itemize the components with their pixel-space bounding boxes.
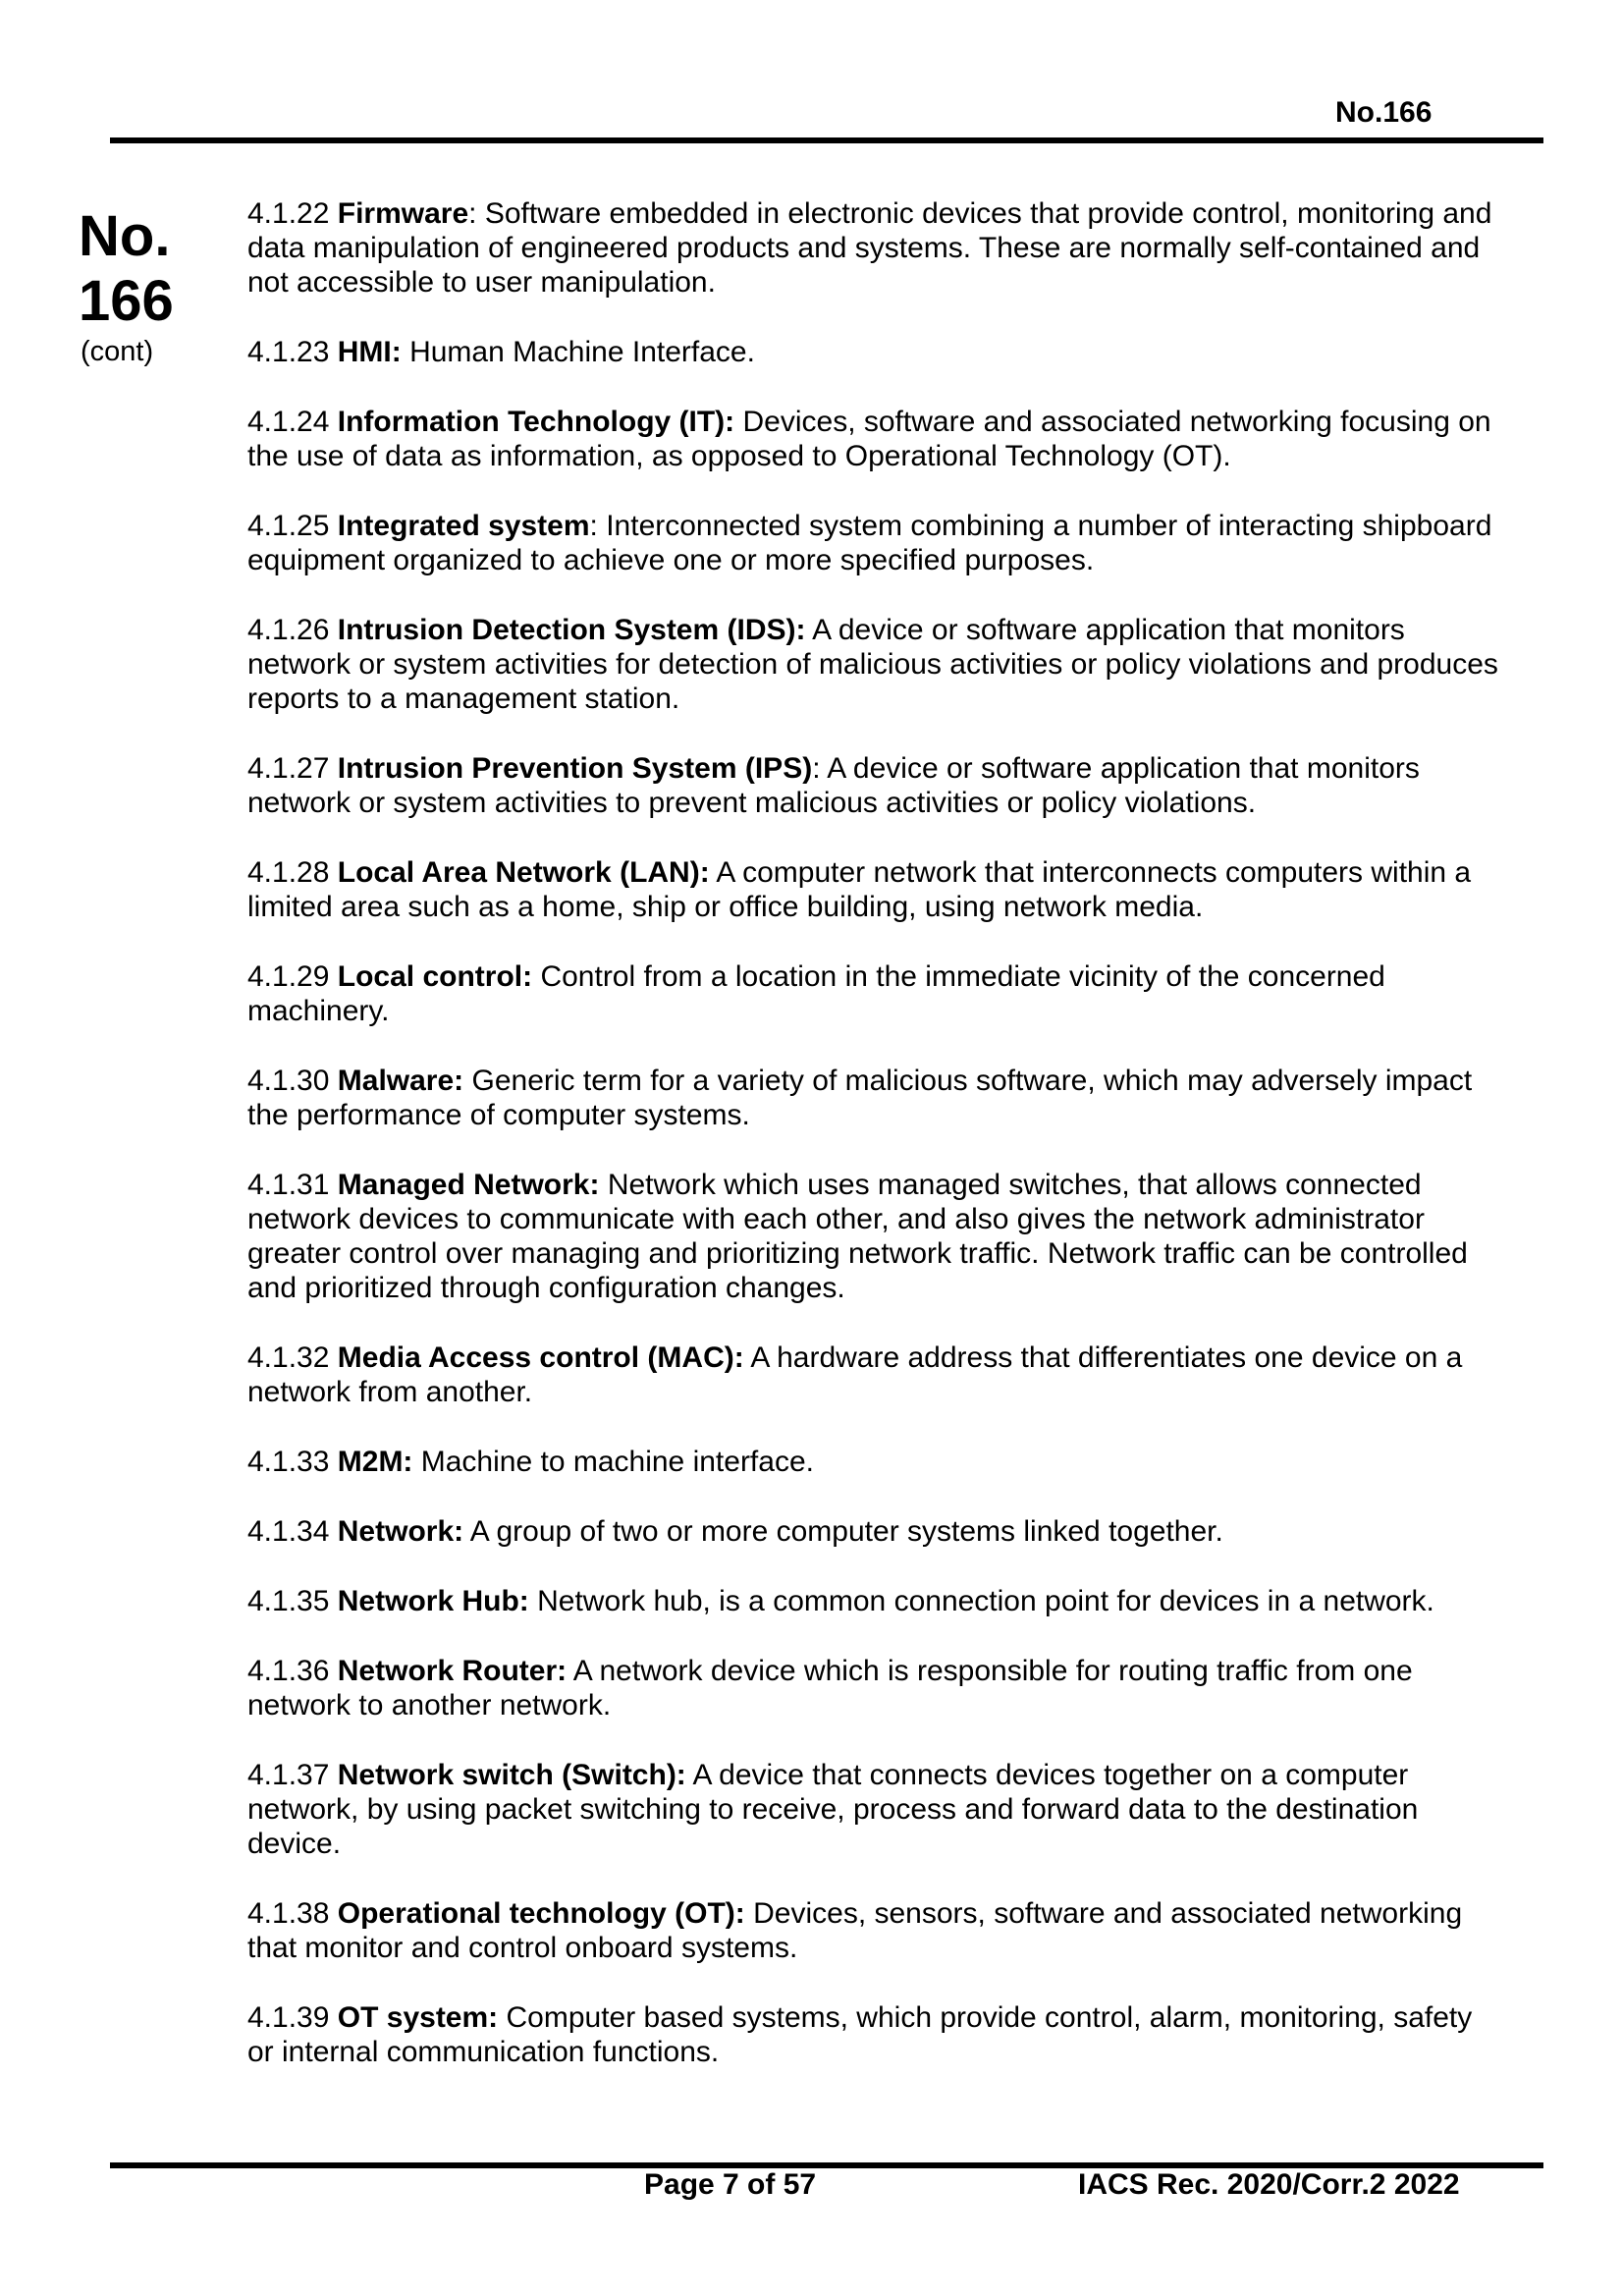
definition-item [247,751,1506,820]
definition-term: Network switch (Switch): [337,1759,686,1791]
definition-number: 4.1.39 [247,2001,330,2034]
definition-term: Network Hub: [337,1585,529,1617]
definition-item [247,335,1506,369]
definition-number: 4.1.27 [247,752,330,785]
definition-number: 4.1.33 [247,1446,330,1478]
definition-item [247,1896,1506,1965]
definition-term: Local Area Network (LAN): [337,856,710,889]
definitions-list [247,196,1506,2105]
side-continued-label: (cont) [81,336,154,367]
definition-item [247,509,1506,577]
footer-reference: IACS Rec. 2020/Corr.2 2022 [1078,2168,1460,2201]
definition-term: Local control: [337,960,533,993]
definition-number: 4.1.30 [247,1065,330,1097]
definition-item [247,1758,1506,1861]
definition-number: 4.1.23 [247,336,330,368]
definition-item [247,405,1506,473]
definition-text: Generic term for a variety of malicious software, which may adversely impact the performance of computer systems. [247,1065,1473,1131]
definition-number: 4.1.24 [247,406,330,438]
definition-term: Network: [337,1515,464,1548]
definition-number: 4.1.34 [247,1515,330,1548]
definition-item [247,613,1506,716]
definition-text: A computer network that interconnects computers within a limited area such as a home, ship or office building, using network media. [247,856,1472,923]
definition-text: A device or software application that monitors network or system activities to prevent malicious activities or policy violations. [247,752,1420,819]
definition-text: Interconnected system combining a number of interacting shipboard equipment organized to achieve one or more specified purposes. [247,510,1492,576]
definition-term: Managed Network: [337,1169,600,1201]
definition-number: 4.1.32 [247,1341,330,1374]
definition-term: Malware: [337,1065,464,1097]
definition-number: 4.1.35 [247,1585,330,1617]
definition-term: Firmware [337,197,469,230]
definition-item [247,2000,1506,2069]
definition-number: 4.1.29 [247,960,330,993]
definition-item [247,1584,1506,1618]
definition-number: 4.1.22 [247,197,330,230]
definition-item [247,1340,1506,1409]
definition-text: Computer based systems, which provide control, alarm, monitoring, safety or internal communication functions. [247,2001,1473,2068]
definition-term: Intrusion Prevention System (IPS) [337,752,813,785]
definition-separator: : [812,752,821,785]
definition-text: A network device which is responsible for routing traffic from one network to another network. [247,1655,1413,1722]
definition-item [247,1445,1506,1479]
definition-number: 4.1.36 [247,1655,330,1687]
side-document-label [79,204,206,334]
definition-text: Control from a location in the immediate vicinity of the concerned machinery. [247,960,1385,1027]
definition-term: Media Access control (MAC): [337,1341,744,1374]
definition-text: Software embedded in electronic devices that provide control, monitoring and data manipulation of engineered products and systems. These are normally self-contained and not accessible to user manipulation. [247,197,1492,299]
side-label-line2: 166 [79,269,174,333]
definition-text: Network hub, is a common connection point for devices in a network. [528,1585,1434,1617]
definition-text: A group of two or more computer systems linked together. [463,1515,1223,1548]
definition-text: Devices, software and associated networking focusing on the use of data as information, as opposed to Operational Technology (OT). [247,406,1491,472]
definition-item [247,1514,1506,1549]
definition-text: Network which uses managed switches, that allows connected network devices to communicate with each other, and also gives the network administrator greater control over managing and prioritizing network traffic. Network traffic can be controlled and prioritized through configuration changes. [247,1169,1468,1304]
definition-text: A device that connects devices together on a computer network, by using packet switching to receive, process and forward data to the destination device. [247,1759,1419,1860]
definition-item [247,855,1506,924]
footer-page-number: Page 7 of 57 [644,2168,817,2201]
definition-separator: : [468,197,477,230]
definition-item [247,196,1506,300]
definition-text: A hardware address that differentiates one device on a network from another. [247,1341,1463,1408]
definition-term: OT system: [337,2001,499,2034]
definition-text: Devices, sensors, software and associated networking that monitor and control onboard systems. [247,1897,1463,1964]
definition-term: Information Technology (IT): [337,406,735,438]
definition-item [247,959,1506,1028]
definition-text: Human Machine Interface. [401,336,755,368]
definition-term: Operational technology (OT): [337,1897,745,1930]
definition-term: Network Router: [337,1655,568,1687]
definition-text: A device or software application that monitors network or system activities for detection of malicious activities or policy violations and produces reports to a management station. [247,614,1498,715]
definition-item [247,1064,1506,1132]
definition-number: 4.1.26 [247,614,330,646]
definition-separator: : [589,510,598,542]
definition-number: 4.1.25 [247,510,330,542]
definition-number: 4.1.31 [247,1169,330,1201]
side-label-line1: No. [79,204,171,268]
definition-term: M2M: [337,1446,413,1478]
definition-item [247,1654,1506,1722]
definition-number: 4.1.38 [247,1897,330,1930]
header-document-number: No.166 [1335,96,1433,129]
definition-term: HMI: [337,336,402,368]
definition-text: Machine to machine interface. [412,1446,814,1478]
definition-number: 4.1.28 [247,856,330,889]
header-rule [110,137,1543,143]
definition-number: 4.1.37 [247,1759,330,1791]
definition-term: Integrated system [337,510,590,542]
definition-term: Intrusion Detection System (IDS): [337,614,806,646]
definition-item [247,1168,1506,1305]
